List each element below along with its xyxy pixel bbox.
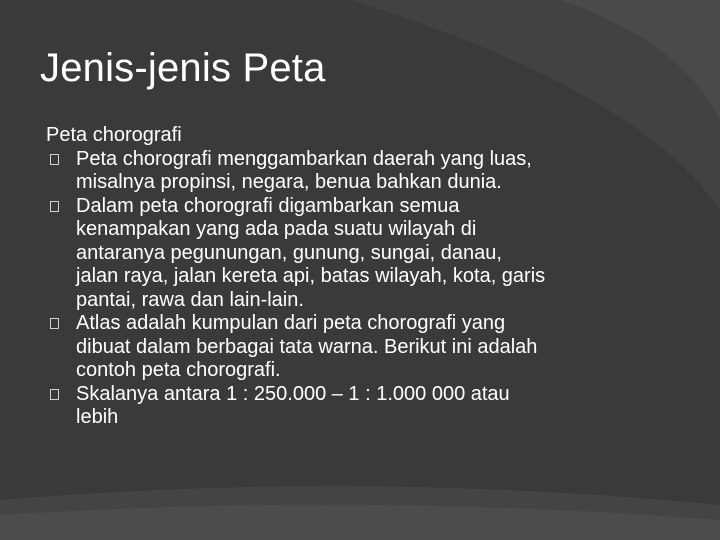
bullet-line: pantai, rawa dan lain-lain. (76, 288, 304, 311)
checkbox-bullet-icon (50, 201, 59, 212)
bullet-line: contoh peta chorografi. (76, 359, 281, 381)
bullet-line: jalan raya, jalan kereta api, batas wilayah, kota, garis (76, 265, 546, 287)
bullet-item (46, 195, 636, 313)
bullet-line: Peta chorografi menggambarkan daerah yang luas, (76, 147, 532, 170)
bullet-line: dibuat dalam berbagai tata warna. Berikut ini adalah (76, 335, 538, 358)
bullet-line: kenampakan yang ada pada suatu wilayah di (76, 218, 477, 240)
section-heading: Peta chorografi (46, 124, 182, 146)
bullet-line: Skalanya antara 1 : 250.000 – 1 : 1.000 000 atau (76, 382, 510, 405)
bullet-line: misalnya propinsi, negara, benua bahkan dunia. (76, 171, 502, 193)
checkbox-bullet-icon (50, 154, 59, 165)
bullet-list (46, 148, 646, 430)
bullet-item (46, 312, 636, 383)
bullet-line: Dalam peta chorografi digambarkan semua (76, 194, 460, 217)
bullet-line: Atlas adalah kumpulan dari peta chorografi yang (76, 312, 506, 334)
checkbox-bullet-icon (50, 389, 59, 400)
bullet-line: lebih (76, 406, 119, 428)
slide-content (46, 124, 646, 430)
bullet-line: antaranya pegunungan, gunung, sungai, danau, (76, 241, 502, 264)
bullet-item (46, 148, 636, 195)
bullet-item (46, 383, 636, 430)
slide-title: Jenis-jenis Peta (40, 46, 326, 90)
checkbox-bullet-icon (50, 318, 59, 329)
